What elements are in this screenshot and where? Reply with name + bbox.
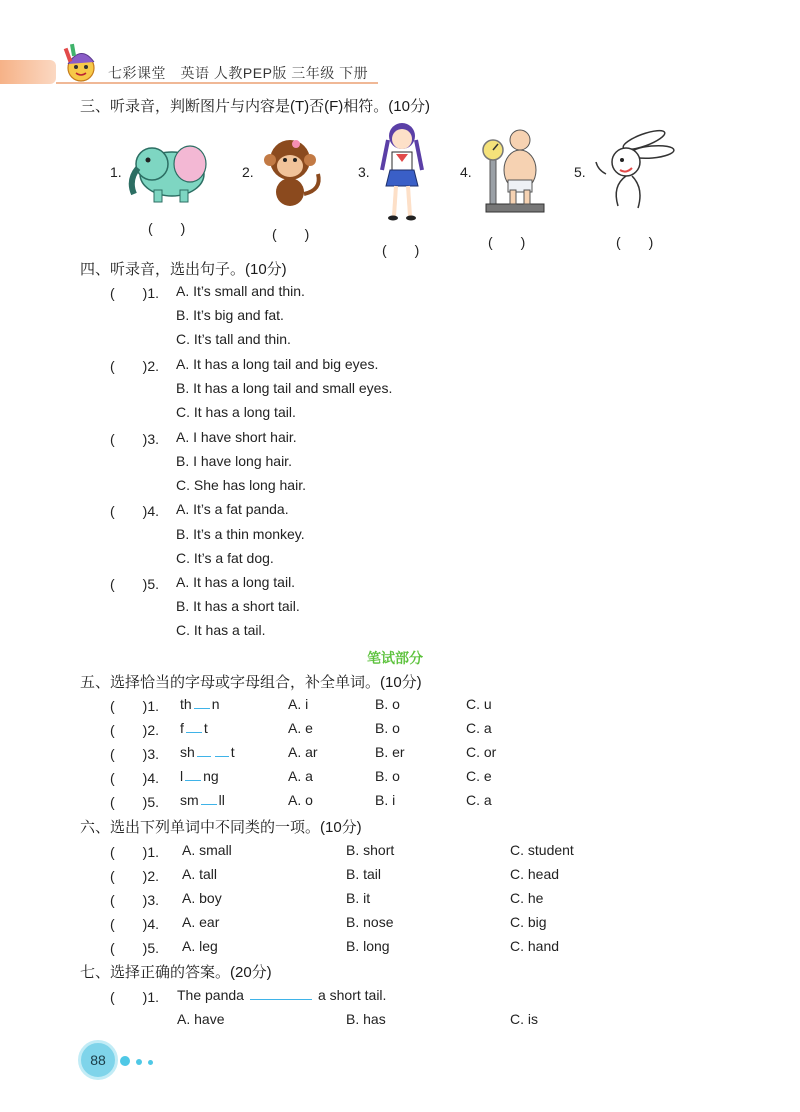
option-a: A. have [177,1011,225,1027]
sentence-part: a short tail. [317,987,387,1003]
option-a: A. It has a long tail and big eyes. [176,356,379,372]
pic-number: 5. [574,164,586,180]
word-part: sm [180,792,199,808]
option-a: A. tall [182,866,218,882]
option-b: B. has [346,1011,386,1027]
question-label[interactable]: ( )1. [110,844,159,860]
sentence-with-blank [177,987,386,1003]
pic-number: 4. [460,164,472,180]
header-band [0,60,56,84]
monkey-icon [258,134,328,210]
question-label[interactable]: ( )1. [110,698,159,714]
question-label[interactable]: ( )4. [110,503,159,519]
word-part: t [203,720,208,736]
question-label[interactable]: ( )3. [110,746,159,762]
option-c: C. big [510,914,547,930]
option-a: A. I have short hair. [176,429,297,445]
pic-number: 1. [110,164,122,180]
word-part: f [180,720,184,736]
option-a: A. o [288,792,313,808]
option-b: B. long [346,938,390,954]
option-a: A. e [288,720,313,736]
header-title: 七彩课堂 英语 人教PEP版 三年级 下册 [108,65,369,81]
option-b: B. nose [346,914,394,930]
option-c: C. u [466,696,492,712]
decor-dot [136,1059,142,1065]
question-label[interactable]: ( )3. [110,892,159,908]
rabbit-icon [592,126,688,216]
question-label[interactable]: ( )3. [110,431,159,447]
answer-paren[interactable]: ( ) [616,234,654,250]
question-label[interactable]: ( )1. [110,285,159,301]
option-c: C. is [510,1011,538,1027]
girl-icon [374,118,430,226]
option-c: C. he [510,890,544,906]
word-part: ll [218,792,225,808]
answer-paren[interactable]: ( ) [272,226,310,242]
letter-blank[interactable] [186,722,202,733]
option-b: B. i [375,792,396,808]
page-number: 88 [78,1040,118,1080]
decor-dot [148,1060,153,1065]
written-part-title: 笔试部分 [367,650,423,666]
option-b: B. o [375,768,400,784]
option-c: C. She has long hair. [176,477,306,493]
elephant-icon [124,136,212,208]
word-part: l [180,768,184,784]
option-c: C. It’s tall and thin. [176,331,291,347]
word-with-blank [180,696,219,712]
option-a: A. boy [182,890,222,906]
letter-blank[interactable] [215,746,229,757]
section3-title: 三、听录音，判断图片与内容是(T)否(F)相符。(10分) [80,98,430,115]
option-b: B. It has a long tail and small eyes. [176,380,393,396]
letter-blank[interactable] [185,770,201,781]
man-on-scale-icon [478,124,548,216]
word-with-blank [180,768,219,784]
option-c: C. or [466,744,497,760]
question-label[interactable]: ( )5. [110,794,159,810]
section4-title: 四、听录音，选出句子。(10分) [80,261,287,278]
option-b: B. It has a short tail. [176,598,300,614]
option-c: C. e [466,768,492,784]
answer-paren[interactable]: ( ) [488,234,526,250]
option-b: B. o [375,720,400,736]
question-label[interactable]: ( )2. [110,722,159,738]
option-c: C. It has a long tail. [176,404,296,420]
option-a: A. It’s a fat panda. [176,501,289,517]
option-a: A. ear [182,914,220,930]
option-b: B. it [346,890,371,906]
sentence-blank[interactable] [250,989,312,1000]
letter-blank[interactable] [194,698,210,709]
word-part: n [211,696,220,712]
option-b: B. er [375,744,405,760]
option-a: A. small [182,842,232,858]
question-label[interactable]: ( )2. [110,868,159,884]
word-with-blank [180,792,225,808]
word-part: sh [180,744,195,760]
section5-title: 五、选择恰当的字母或字母组合，补全单词。(10分) [80,674,422,691]
question-label[interactable]: ( )4. [110,770,159,786]
decor-dot [120,1056,130,1066]
word-part: t [230,744,235,760]
option-b: B. I have long hair. [176,453,292,469]
word-part: th [180,696,192,712]
option-b: B. tail [346,866,382,882]
pic-number: 2. [242,164,254,180]
option-b: B. o [375,696,400,712]
option-c: C. a [466,720,492,736]
word-with-blank [180,720,208,736]
section6-title: 六、选出下列单词中不同类的一项。(10分) [80,819,362,836]
option-c: C. student [510,842,574,858]
question-label[interactable]: ( )5. [110,940,159,956]
colorful-mascot-icon [58,40,104,86]
question-label[interactable]: ( )5. [110,576,159,592]
option-a: A. a [288,768,313,784]
word-with-blank [180,744,235,760]
sentence-part: The panda [177,987,244,1003]
answer-paren[interactable]: ( ) [148,220,186,236]
letter-blank[interactable] [201,794,217,805]
pic-number: 3. [358,164,370,180]
option-a: A. leg [182,938,218,954]
option-b: B. short [346,842,395,858]
option-c: C. a [466,792,492,808]
answer-paren[interactable]: ( ) [382,242,420,258]
option-a: A. ar [288,744,318,760]
option-c: C. hand [510,938,560,954]
question-label[interactable]: ( )1. [110,989,159,1005]
option-a: A. It has a long tail. [176,574,296,590]
option-a: A. i [288,696,309,712]
question-label[interactable]: ( )4. [110,916,159,932]
option-a: A. It’s small and thin. [176,283,305,299]
option-c: C. It’s a fat dog. [176,550,274,566]
word-part: ng [203,768,219,784]
option-b: B. It’s a thin monkey. [176,526,305,542]
letter-blank[interactable] [197,746,211,757]
option-c: C. It has a tail. [176,622,266,638]
option-c: C. head [510,866,560,882]
question-label[interactable]: ( )2. [110,358,159,374]
section7-title: 七、选择正确的答案。(20分) [80,964,272,981]
option-b: B. It’s big and fat. [176,307,284,323]
